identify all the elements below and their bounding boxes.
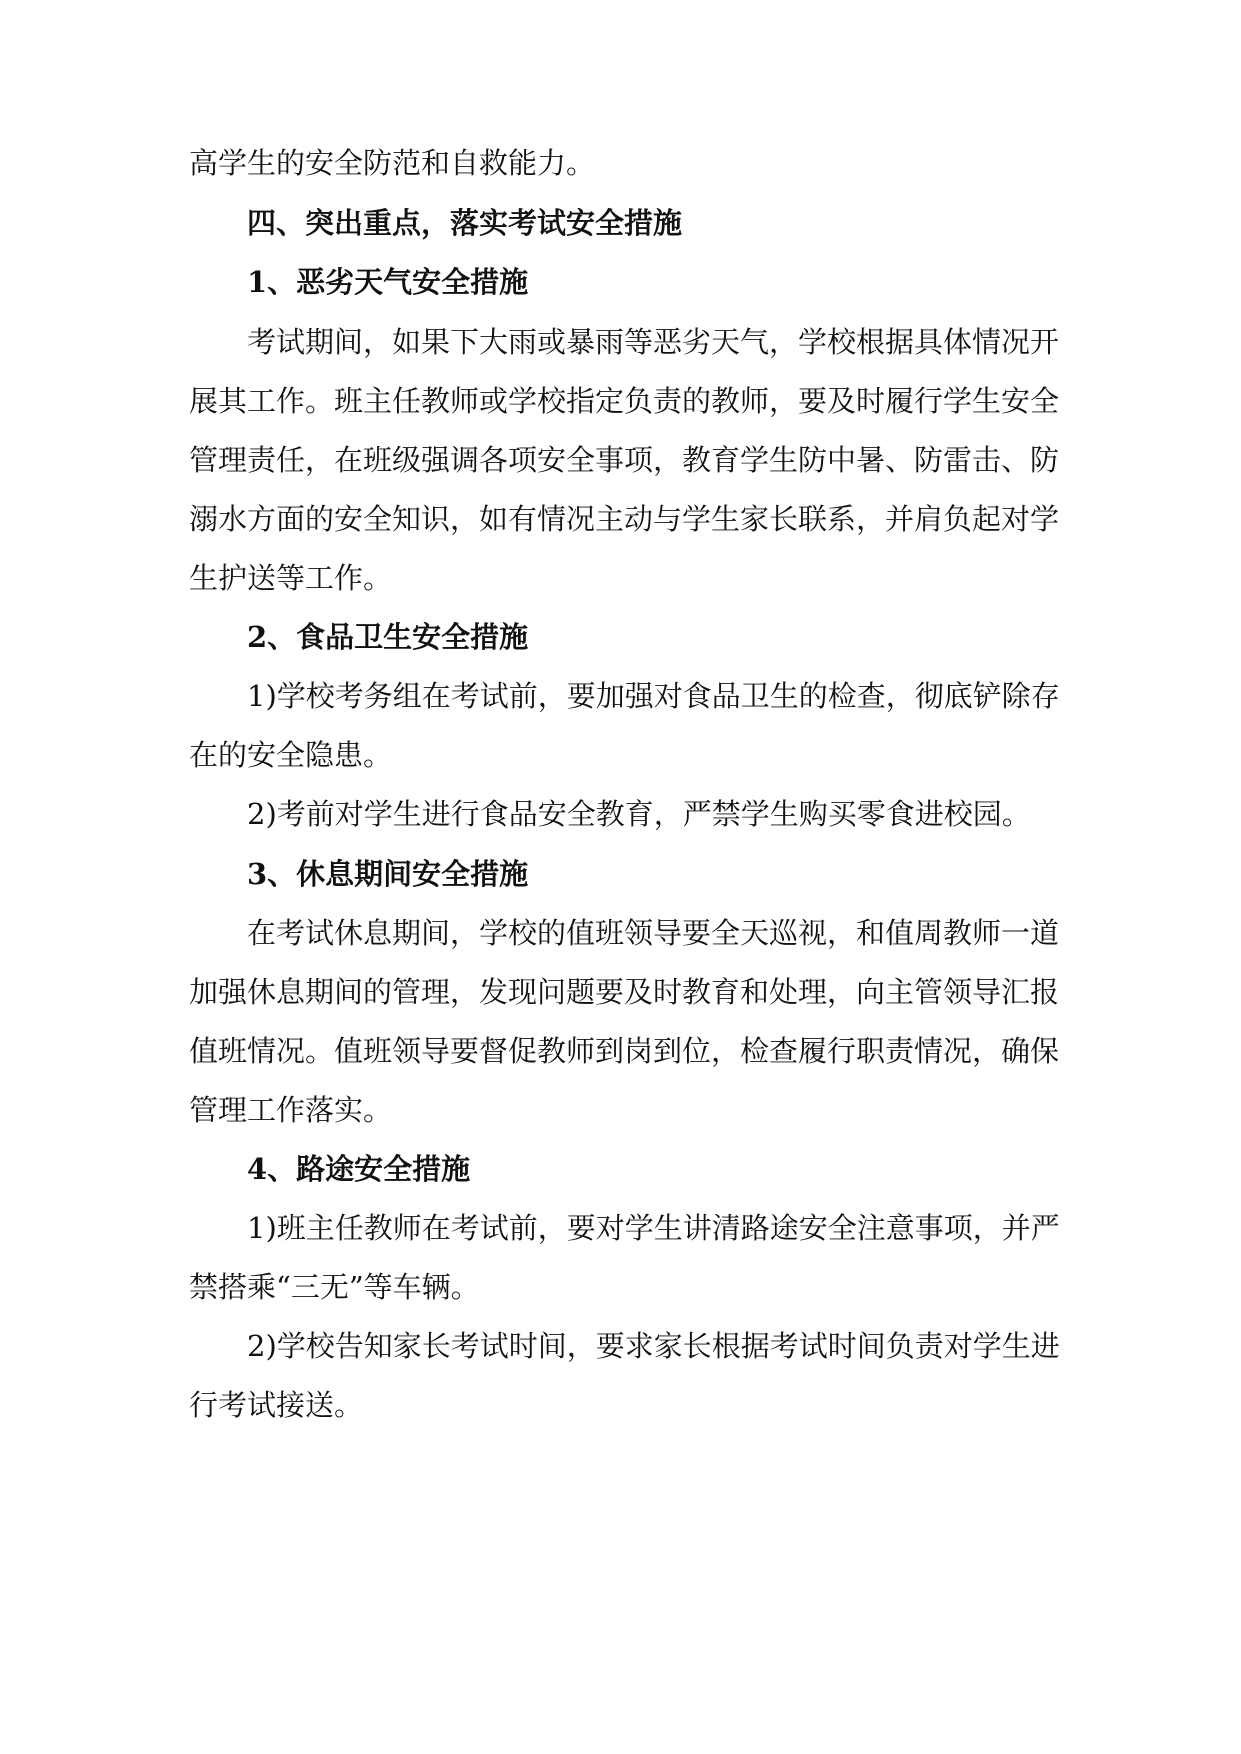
paragraph-line: 高学生的安全防范和自救能力。 xyxy=(189,146,596,180)
paragraph-line: 2)考前对学生进行食品安全教育，严禁学生购买零食进校园。 xyxy=(247,797,1031,831)
paragraph-line: 在的安全隐患。 xyxy=(189,738,393,772)
paragraph-line: 加强休息期间的管理，发现问题要及时教育和处理，向主管领导汇报 xyxy=(189,975,1060,1009)
paragraph-line: 禁搭乘“三无”等车辆。 xyxy=(189,1270,480,1304)
paragraph-line: 管理工作落实。 xyxy=(189,1093,393,1127)
paragraph-line: 溺水方面的安全知识，如有情况主动与学生家长联系，并肩负起对学 xyxy=(189,502,1060,536)
paragraph-line: 1)学校考务组在考试前，要加强对食品卫生的检查，彻底铲除存 xyxy=(247,679,1060,713)
paragraph-line: 行考试接送。 xyxy=(189,1388,364,1422)
paragraph-line: 展其工作。班主任教师或学校指定负责的教师，要及时履行学生安全 xyxy=(189,384,1060,418)
subsection-heading: 3、休息期间安全措施 xyxy=(247,857,529,891)
paragraph-line: 在考试休息期间，学校的值班领导要全天巡视，和值周教师一道 xyxy=(247,916,1060,950)
paragraph-line: 2)学校告知家长考试时间，要求家长根据考试时间负责对学生进 xyxy=(247,1329,1060,1363)
subsection-heading: 2、食品卫生安全措施 xyxy=(247,620,529,654)
subsection-heading: 1、恶劣天气安全措施 xyxy=(247,265,529,299)
paragraph-line: 值班情况。值班领导要督促教师到岗到位，检查履行职责情况，确保 xyxy=(189,1034,1060,1068)
paragraph-line: 1)班主任教师在考试前，要对学生讲清路途安全注意事项，并严 xyxy=(247,1211,1060,1245)
section-heading: 四、突出重点，落实考试安全措施 xyxy=(247,206,683,240)
paragraph-line: 管理责任，在班级强调各项安全事项，教育学生防中暑、防雷击、防 xyxy=(189,443,1060,477)
paragraph-line: 生护送等工作。 xyxy=(189,561,393,595)
subsection-heading: 4、路途安全措施 xyxy=(247,1152,471,1186)
paragraph-line: 考试期间，如果下大雨或暴雨等恶劣天气，学校根据具体情况开 xyxy=(247,325,1060,359)
